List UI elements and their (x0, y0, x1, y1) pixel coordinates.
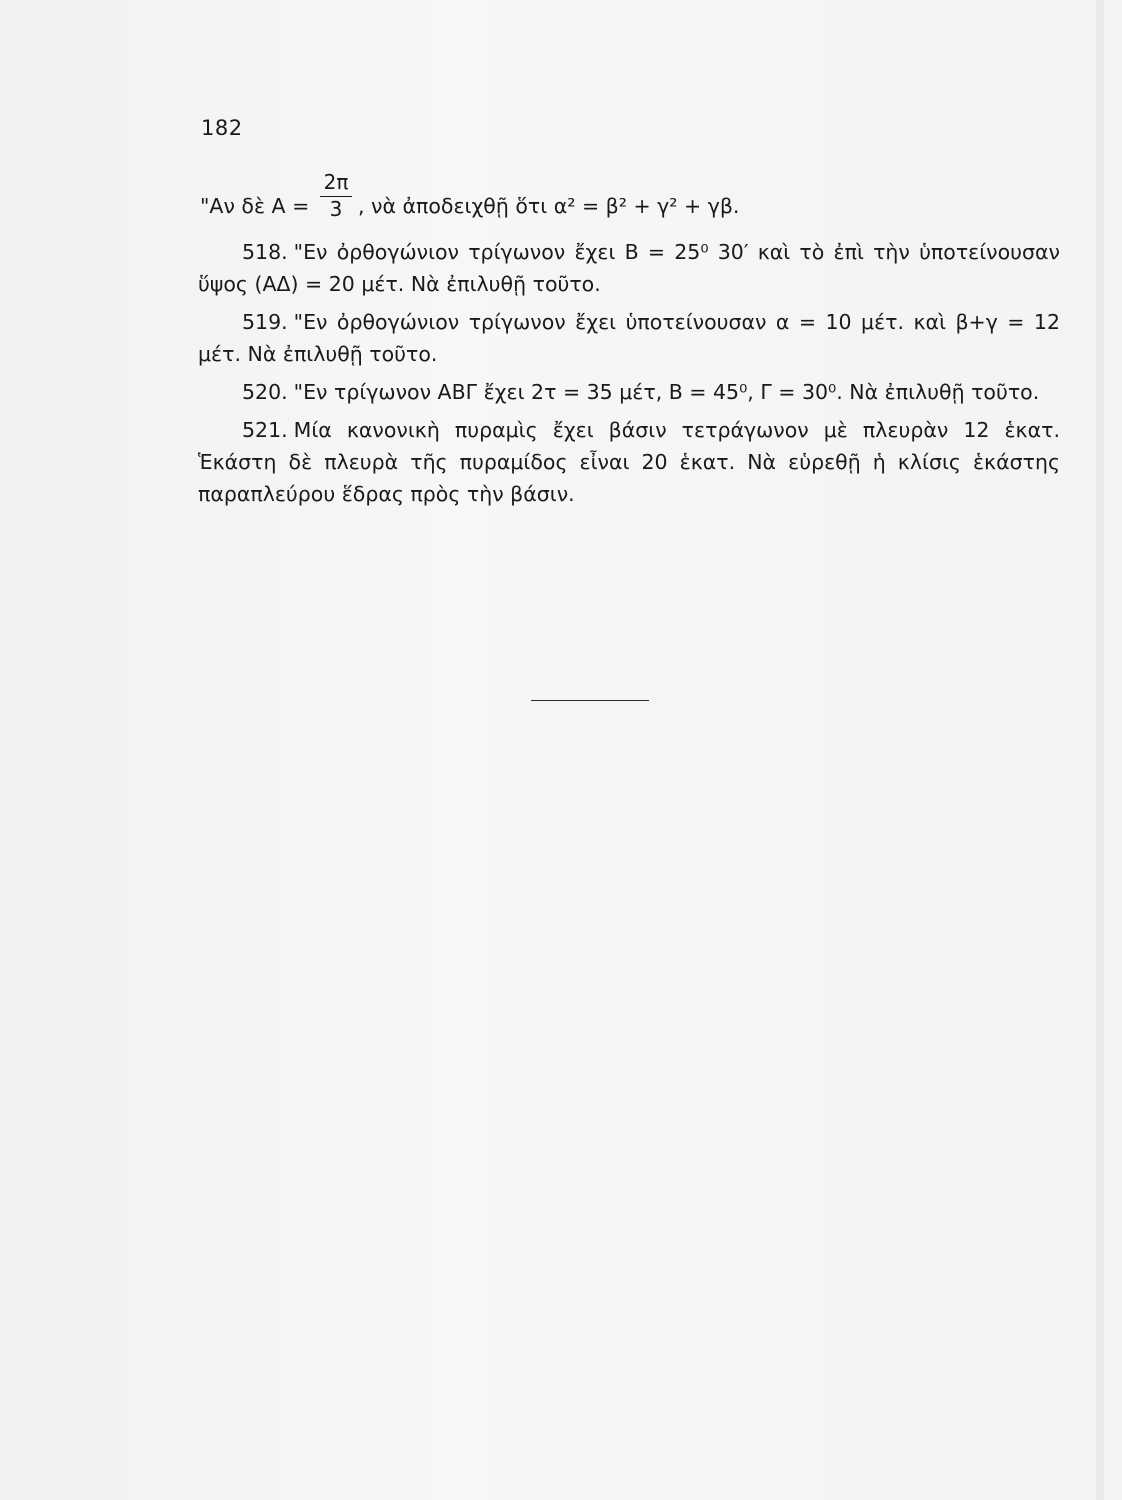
problem-text: "Εν ὀρθογώνιον τρίγωνον ἔχει ὑποτείνουσαν α = 10 μέτ. καὶ β+γ = 12 μέτ. Νὰ ἐπιλυθῇ τοῦτο. (198, 310, 1060, 366)
page-number: 182 (201, 116, 243, 140)
intro-rest: , νὰ ἀποδειχθῇ ὅτι α² = β² + γ² + γβ. (358, 194, 740, 218)
problem-518 (198, 236, 1060, 300)
section-end-rule (531, 700, 649, 701)
problem-number: 521. (242, 418, 288, 442)
problem-number: 519. (242, 310, 288, 334)
fraction-denominator: 3 (329, 197, 343, 221)
page-edge-shadow (1096, 0, 1104, 1500)
text-block (198, 170, 1060, 516)
problem-text: Μία κανονικὴ πυραμὶς ἔχει βάσιν τετράγωνον μὲ πλευρὰν 12 ἑκατ. Ἑκάστη δὲ πλευρὰ τῆς πυραμίδος εἶναι 20 ἑκατ. Νὰ εὑρεθῇ ἡ κλίσις ἑκάστης παραπλεύρου ἕδρας πρὸς τὴν βάσιν. (198, 418, 1060, 506)
intro-lead: "Αν δὲ Α = (200, 194, 310, 218)
intro-statement (198, 170, 1060, 222)
fraction-numerator: 2π (323, 170, 349, 194)
problem-text: "Εν ὀρθογώνιον τρίγωνον ἔχει Β = 25⁰ 30′ καὶ τὸ ἐπὶ τὴν ὑποτείνουσαν ὕψος (ΑΔ) = 20 μέτ. Νὰ ἐπιλυθῇ τοῦτο. (198, 240, 1060, 296)
problem-number: 520. (242, 380, 288, 404)
problem-521 (198, 414, 1060, 510)
problem-text: "Εν τρίγωνον ΑΒΓ ἔχει 2τ = 35 μέτ, Β = 45⁰, Γ = 30⁰. Νὰ ἐπιλυθῇ τοῦτο. (293, 380, 1040, 404)
problem-520 (198, 376, 1060, 408)
problem-number: 518. (242, 240, 288, 264)
fraction (318, 170, 354, 221)
problem-519 (198, 306, 1060, 370)
